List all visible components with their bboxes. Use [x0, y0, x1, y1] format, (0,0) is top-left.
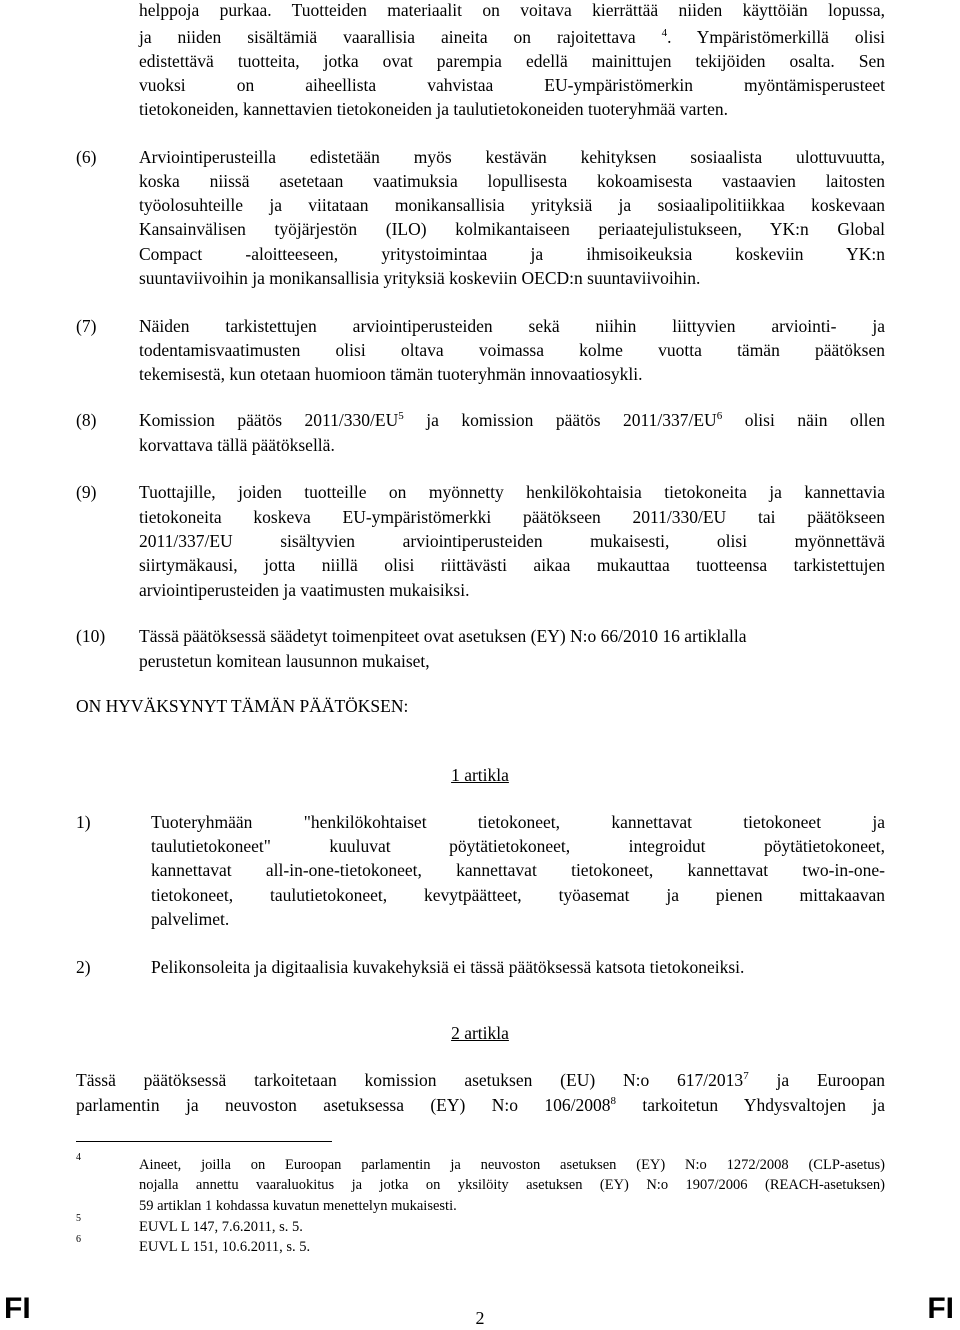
text-line: Komission päätös $2011/330/EU^5$ ja komission päätös $2011/337/EU^6$ olisi näin ollen — [139, 410, 885, 430]
footnote-line: EUVL L 147, 7.6.2011, s. 5. — [139, 1219, 303, 1235]
text-line: suuntaviivoihin ja monikansallisia yrityksiä koskeviin OECD:n suuntaviivoihin. — [139, 268, 701, 288]
text-line: arviointiperusteiden ja vaatimusten mukaisiksi. — [139, 580, 470, 600]
article-2-heading: 2 artikla — [451, 1023, 509, 1043]
recital-number: (9) — [76, 482, 97, 502]
text-line: siirtymäkausi, jotta niillä olisi riittävästi aikaa mukauttaa tuotteensa tarkistettujen — [139, 555, 885, 575]
language-code-left: FI — [4, 1292, 31, 1325]
text-line: 2011/337/EU sisältyvien arviointiperusteiden mukaisesti, olisi myönnettävä — [139, 531, 885, 551]
footnote-ref-6[interactable]: 6 — [716, 410, 723, 423]
text-line: Arviointiperusteilla edistetään myös kestävän kehityksen sosiaalista ulottuvuutta, — [139, 147, 885, 167]
footnote-ref-5[interactable]: 5 — [398, 410, 404, 423]
footnote-line: Aineet, joilla on Euroopan parlamentin ja neuvoston asetuksen (EY) N:o 1272/2008 (CLP-asetus) — [139, 1157, 885, 1173]
text-line: palvelimet. — [151, 909, 230, 929]
text-line: Tuoteryhmään "henkilökohtaiset tietokoneet, kannettavat tietokoneet ja — [151, 812, 885, 832]
footnote-ref-4[interactable]: 4 — [661, 27, 668, 40]
footnote-ref-8[interactable]: 8 — [610, 1095, 616, 1108]
text-line: Kansainvälisen työjärjestön (ILO) kolmikantaiseen periaatejulistukseen, YK:n Global — [139, 219, 885, 239]
footnote-number: 6 — [76, 1234, 81, 1245]
recital-number: (7) — [76, 316, 97, 336]
point-number: 2) — [76, 957, 91, 977]
text-line: Pelikonsoleita ja digitaalisia kuvakehyksiä ei tässä päätöksessä katsota tietokoneiksi. — [151, 957, 745, 977]
page-number: 2 — [475, 1308, 485, 1328]
text-line: työolosuhteille ja viitataan monikansallisia yrityksiä ja sosiaalipolitiikkaa koskevaan — [139, 195, 885, 215]
article-1-heading: 1 artikla — [451, 765, 509, 785]
footnote-number: 5 — [76, 1213, 81, 1224]
text-line: tietokoneita koskeva EU-ympäristömerkki päätökseen 2011/330/EU tai päätökseen — [139, 507, 885, 527]
text-line: taulutietokoneet" kuuluvat pöytätietokoneet, integroidut pöytätietokoneet, — [151, 836, 885, 856]
footnote-line: EUVL L 151, 10.6.2011, s. 5. — [139, 1239, 311, 1255]
text-line: tietokoneet, taulutietokoneet, kevytpäätteet, työasemat ja pienen mittakaavan — [151, 885, 885, 905]
point-number: 1) — [76, 812, 91, 832]
text-line: perustetun komitean lausunnon mukaiset, — [139, 651, 430, 671]
text-line: ja niiden sisältämiä vaarallisia aineita on rajoitettava $^4$. Ympäristömerkillä olisi — [139, 27, 886, 47]
text-line: koska niissä asetetaan vaatimuksia lopullisesta kokoamisesta vastaavien laitosten — [139, 171, 885, 191]
text-line: Compact -aloitteeseen, yritystoimintaa ja ihmisoikeuksia koskeviin YK:n — [139, 244, 885, 264]
footnote-number: 4 — [76, 1152, 81, 1163]
language-code-right: FI — [927, 1292, 954, 1325]
text-line: edistettävä tuotteita, jotka ovat parempia edellä mainittujen tekijöiden osalta. Sen — [139, 51, 885, 71]
text-line: tietokoneiden, kannettavien tietokoneiden ja taulutietokoneiden tuoteryhmää varten. — [139, 99, 728, 119]
recital-number: (10) — [76, 626, 106, 646]
text-line: vuoksi on aiheellista vahvistaa EU-ympäristömerkin myöntämisperusteet — [139, 75, 885, 95]
recital-number: (6) — [76, 147, 97, 167]
footnote-line: 59 artiklan 1 kohdassa kuvatun menettelyn mukaisesti. — [139, 1198, 457, 1214]
footnote-separator — [76, 1141, 332, 1142]
text-line: Näiden tarkistettujen arviointiperusteiden sekä niihin liittyvien arviointi- ja — [139, 316, 885, 336]
text-line: kannettavat all-in-one-tietokoneet, kannettavat tietokoneet, kannettavat two-in-one- — [151, 860, 885, 880]
text-line: todentamisvaatimusten olisi oltava voimassa kolme vuotta tämän päätöksen — [139, 340, 885, 360]
text-line: parlamentin ja neuvoston asetuksessa (EY) N:o 106/2008$^8$ tarkoitetun Yhdysvaltojen ja — [76, 1095, 885, 1115]
recital-number: (8) — [76, 410, 97, 430]
text-line: korvattava tällä päätöksellä. — [139, 435, 335, 455]
adoption-statement: ON HYVÄKSYNYT TÄMÄN PÄÄTÖKSEN: — [76, 696, 409, 716]
text-line: Tässä päätöksessä säädetyt toimenpiteet ovat asetuksen (EY) N:o 66/2010 16 artiklalla — [139, 626, 747, 646]
footnote-line: nojalla annettu vaaraluokitus ja jotka on yksilöity asetuksen (EY) N:o 1907/2006 (REACH-asetuksen) — [139, 1177, 885, 1193]
text-line: Tässä päätöksessä tarkoitetaan komission asetuksen (EU) N:o 617/2013$^7$ ja Euroopan — [76, 1070, 886, 1090]
text-line: tekemisestä, kun otetaan huomioon tämän tuoteryhmän innovaatiosykli. — [139, 364, 643, 384]
footnote-ref-7[interactable]: 7 — [743, 1070, 749, 1083]
text-line: helppoja purkaa. Tuotteiden materiaalit on voitava kierrättää niiden käyttöiän lopussa, — [139, 0, 885, 20]
text-line: Tuottajille, joiden tuotteille on myönnetty henkilökohtaisia tietokoneita ja kannettavia — [139, 482, 885, 502]
